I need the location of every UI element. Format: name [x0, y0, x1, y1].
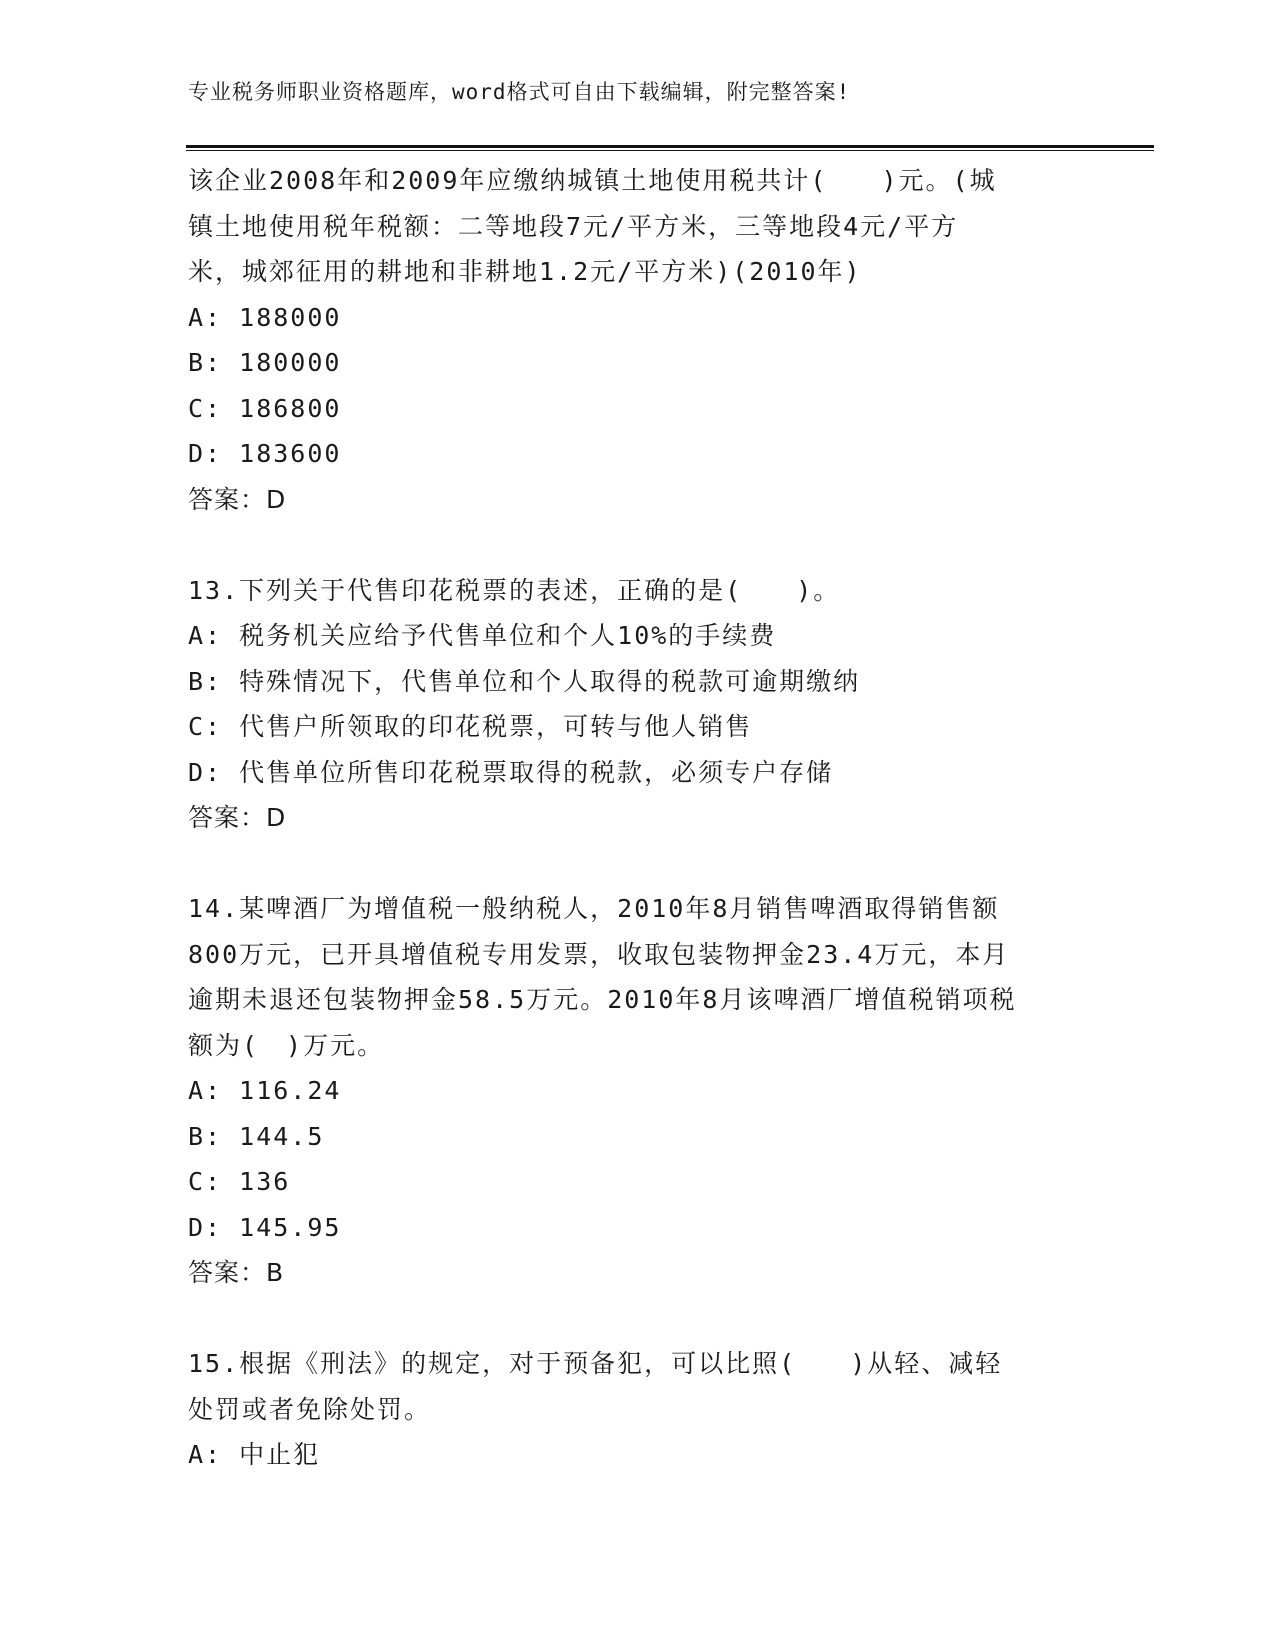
question-text-line: 800万元，已开具增值税专用发票，收取包装物押金23.4万元，本月 — [188, 939, 1010, 969]
question-content — [188, 158, 1088, 1478]
question-text-line: 处罚或者免除处罚。 — [188, 1394, 432, 1424]
option-c: C: 186800 — [188, 393, 342, 423]
answer: 答案：B — [188, 1258, 285, 1287]
option-d: D: 183600 — [188, 439, 342, 468]
question-text-line: 米，城郊征用的耕地和非耕地1.2元/平方米)(2010年) — [188, 257, 862, 286]
option-c: C: 代售户所领取的印花税票，可转与他人销售 — [188, 712, 753, 741]
option-b: B: 特殊情况下，代售单位和个人取得的税款可逾期缴纳 — [188, 666, 861, 696]
header-divider — [186, 145, 1154, 148]
question-text-line: 15.根据《刑法》的规定，对于预备犯，可以比照( )从轻、减轻 — [188, 1349, 1003, 1378]
question-text-line: 该企业2008年和2009年应缴纳城镇土地使用税共计( )元。(城 — [188, 166, 997, 195]
option-d: D: 代售单位所售印花税票取得的税款，必须专户存储 — [188, 757, 834, 787]
option-a: A: 188000 — [188, 302, 342, 332]
header-divider-thin — [186, 150, 1154, 151]
option-a: A: 116.24 — [188, 1076, 342, 1105]
question-text-line: 镇土地使用税年税额：二等地段7元/平方米，三等地段4元/平方 — [188, 211, 959, 241]
question-text-line: 13.下列关于代售印花税票的表述，正确的是( )。 — [188, 575, 841, 605]
option-d: D: 145.95 — [188, 1212, 342, 1242]
question-text-line: 14.某啤酒厂为增值税一般纳税人，2010年8月销售啤酒取得销售额 — [188, 894, 1000, 923]
option-c: C: 136 — [188, 1167, 291, 1196]
page-header: 专业税务师职业资格题库，word格式可自由下载编辑，附完整答案! — [188, 80, 851, 104]
question-text-line: 逾期未退还包装物押金58.5万元。2010年8月该啤酒厂增值税销项税 — [188, 985, 1017, 1014]
option-a: A: 中止犯 — [188, 1440, 321, 1469]
question-text-line: 额为( )万元。 — [188, 1030, 385, 1060]
answer: 答案：D — [188, 484, 287, 514]
option-a: A: 税务机关应给予代售单位和个人10%的手续费 — [188, 621, 777, 650]
option-b: B: 180000 — [188, 348, 342, 377]
answer: 答案：D — [188, 803, 287, 832]
option-b: B: 144.5 — [188, 1121, 325, 1151]
